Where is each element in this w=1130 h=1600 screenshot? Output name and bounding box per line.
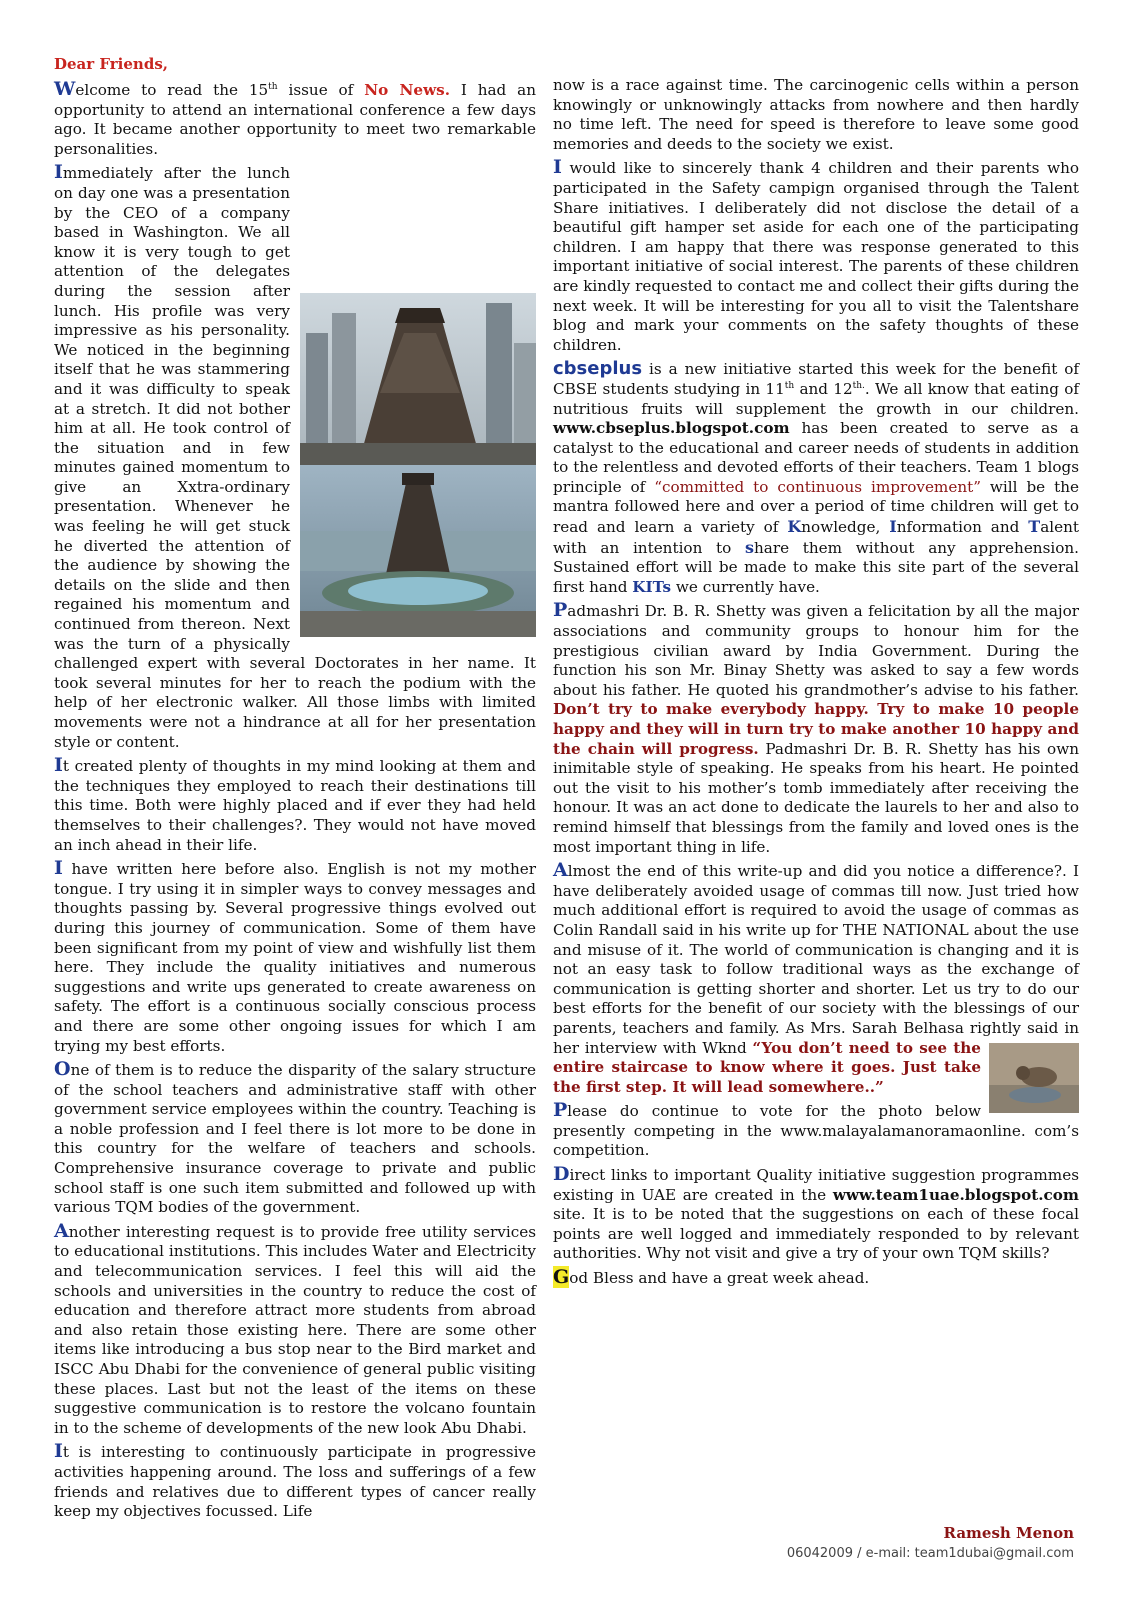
cbseplus-link[interactable]: www.cbseplus.blogspot.com — [553, 419, 790, 438]
paragraph-cbseplus: cbseplus is a new initiative started this week for the benefit of CBSE students studying in 11th and $12^{th.}$. We all know that eating of nutritious fruits will supplement the growth in our children. www.cbseplus.blogspot.com has been created to serve as a catalyst to the educational and career needs of students in addition to the relentless and devoted efforts of their teachers. Team 1 blogs principle of “committed to continuous improvement” will be the mantra followed here and over a period of time children will get to read and learn a variety of Knowledge, Information and Talent with an intention to share them without any apprehension. Sustained effort will be made to make this site part of the several first hand KITs we currently have. — [553, 358, 1079, 596]
drop-letter: P — [553, 599, 568, 622]
cbseplus-name: cbseplus — [553, 358, 643, 380]
paragraph-progressive: It is interesting to continuously participate in progressive activities happening around. The loss and sufferings of a few friends and relatives due to different types of cancer really keep my objectives focussed. Life — [54, 1440, 536, 1521]
drop-letter: G — [553, 1266, 570, 1289]
drop-letter: I — [54, 161, 63, 184]
drop-letter: O — [54, 1058, 71, 1081]
left-column — [54, 80, 536, 1526]
drop-letter: I — [54, 754, 63, 777]
right-column — [553, 76, 1079, 1293]
drop-letter: I — [54, 1440, 63, 1463]
paragraph-presentation: Immediately after the lunch on day one was a presentation by the CEO of a company based in Washington. We all know it is very tough to get attention of the delegates during the session after lunch. His profile was very impressive as his personality. We noticed in the beginning itself that he was stammering and it was difficulty to speak at a stretch. It did not bother him at all. He took control of the situation and in few minutes gained momentum to give an Xxtra-ordinary presentation. Whenever he was feeling he will get stuck he diverted the attention of the audience by showing the details on the slide and then regained his momentum and continued from thereon. Next was the turn of a physically challenged expert with several Doctorates in her name. It took several minutes for her to reach the podium with the help of her electronic walker. All those limbs with limited movements were not a hindrance at all for her presentation style or content. — [54, 161, 536, 751]
drop-letter: A — [553, 859, 568, 882]
paragraph-thanks: I would like to sincerely thank 4 children and their parents who participated in the Safety campign organised through the Talent Share initiatives. I deliberately did not disclose the detail of a beautiful gift hamper set aside for each one of the participating children. I am happy that there was response generated to this important initiative of social interest. The parents of these children are kindly requested to contact me and collect their gifts during the next week. It will be interesting for you all to visit the Talentshare blog and mark your comments on the safety thoughts of these children. — [553, 156, 1079, 354]
footer-contact: 06042009 / e-mail: team1dubai@gmail.com — [786, 1546, 1074, 1561]
greeting: Dear Friends, — [54, 55, 168, 73]
quote-staircase: “You don’t need to see the entire staircase to know where it goes. Just take the first step. It will lead somewhere..” — [553, 1038, 981, 1096]
newsletter-name: No News. — [364, 81, 450, 99]
paragraph-commas: Almost the end of this write-up and did you notice a difference?. I have deliberately avoided usage of commas till now. Just tried how much additional effort is required to avoid the usage of commas as Colin Randall said in his write up for THE NATIONAL about the use and misuse of it. The world of communication is changing and it is not an easy task to follow traditional ways as the exchange of communication is getting shorter and shorter. Let us try to do our best efforts for the benefit of our society with the blessings of our parents, teachers and family. As Mrs. Sarah Belhasa rightly said in her interview with Wknd “You don’t need to see the entire staircase to know where it goes. Just take the first step. It will lead somewhere..” — [553, 861, 1079, 1097]
team1uae-link[interactable]: www.team1uae.blogspot.com — [832, 1185, 1079, 1204]
paragraph-utility: Another interesting request is to provide free utility services to educational institutions. This includes Water and Electricity and telecommunication services. I feel this will aid the schools and universities in the country to reduce the cost of education and therefore attract more students from abroad and also retain those existing here. There are some other items like introducing a bus stop near to the Bird market and ISCC Abu Dhabi for the convenience of general public visiting these places. Last but not the least of the items on these suggestive communication is to restore the volcano fountain in to the scheme of developments of the new look Abu Dhabi. — [54, 1219, 536, 1437]
animal-photo — [989, 1043, 1079, 1113]
paragraph-thoughts: It created plenty of thoughts in my mind looking at them and the techniques they employed to reach their destinations till this time. Both were highly placed and if ever they had held themselves to their challenges?. They would not have moved an inch ahead in their life. — [54, 754, 536, 854]
paragraph-race: now is a race against time. The carcinogenic cells within a person knowingly or unknowingly attacks from nowhere and then hardly no time left. The need for speed is therefore to leave some good memories and deeds to the society we exist. — [553, 76, 1079, 153]
paragraph-closing: God Bless and have a great week ahead. — [553, 1266, 870, 1289]
drop-letter: P — [553, 1099, 568, 1122]
paragraph-english: I have written here before also. English is not my mother tongue. I try using it in simpler ways to convey messages and thoughts passing by. Several progressive things evolved out during this journey of communication. Some of them have been significant from my point of view and wishfully list them here. They include the quality initiatives and numerous suggestions and write ups generated to create awareness on safety. The effort is a continuous socially conscious process and there are some other ongoing issues for which I am trying my best efforts. — [54, 857, 536, 1055]
drop-letter: W — [54, 78, 76, 100]
paragraph-shetty: Padmashri Dr. B. R. Shetty was given a felicitation by all the major associations and community groups to honour him for the prestigious civilian award by India Government. During the function his son Mr. Binay Shetty was asked to say a few words about his father. He quoted his grandmother’s advise to his father. Don’t try to make everybody happy. Try to make 10 people happy and they will in turn try to make another 10 happy and the chain will progress. Padmashri Dr. B. R. Shetty has his own inimitable style of speaking. He speaks from his heart. He pointed out the visit to his mother’s tomb immediately after receiving the honour. It was an act done to dedicate the laurels to her and also to remind himself that blessings from the family and loved ones is the most important thing in life. — [553, 599, 1079, 856]
paragraph-vote: Please do continue to vote for the photo below presently competing in the www.malayalamanoramaonline. com’s competition. — [553, 1099, 1079, 1160]
drop-letter: I — [54, 857, 63, 880]
paragraph-salary: One of them is to reduce the disparity of the salary structure of the school teachers and administrative staff with other government service employees within the country. Teaching is a noble profession and I feel there is lot more to be done in this country for the welfare of teachers and schools. Comprehensive insurance coverage to private and public school staff is one such item submitted and followed up with various TQM bodies of the government. — [54, 1058, 536, 1217]
drop-letter: A — [54, 1219, 69, 1242]
drop-letter: I — [553, 156, 562, 179]
quote-happy: Don’t try to make everybody happy. Try to make 10 people happy and they will in turn try to make another 10 happy and the chain will progress. — [553, 700, 1079, 758]
paragraph-intro: Welcome to read the 15th issue of No News. I had an opportunity to attend an international conference a few days ago. It became another opportunity to meet two remarkable personalities. — [54, 78, 536, 158]
signature: Ramesh Menon — [943, 1524, 1074, 1542]
paragraph-links: Direct links to important Quality initiative suggestion programmes existing in UAE are created in the www.team1uae.blogspot.com site. It is to be noted that the suggestions on each of these focal points are well logged and immediately responded to by relevant authorities. Why not visit and give a try of your own TQM skills? — [553, 1163, 1079, 1263]
drop-letter: D — [553, 1163, 570, 1186]
volcano-fountain-photo — [300, 293, 536, 637]
